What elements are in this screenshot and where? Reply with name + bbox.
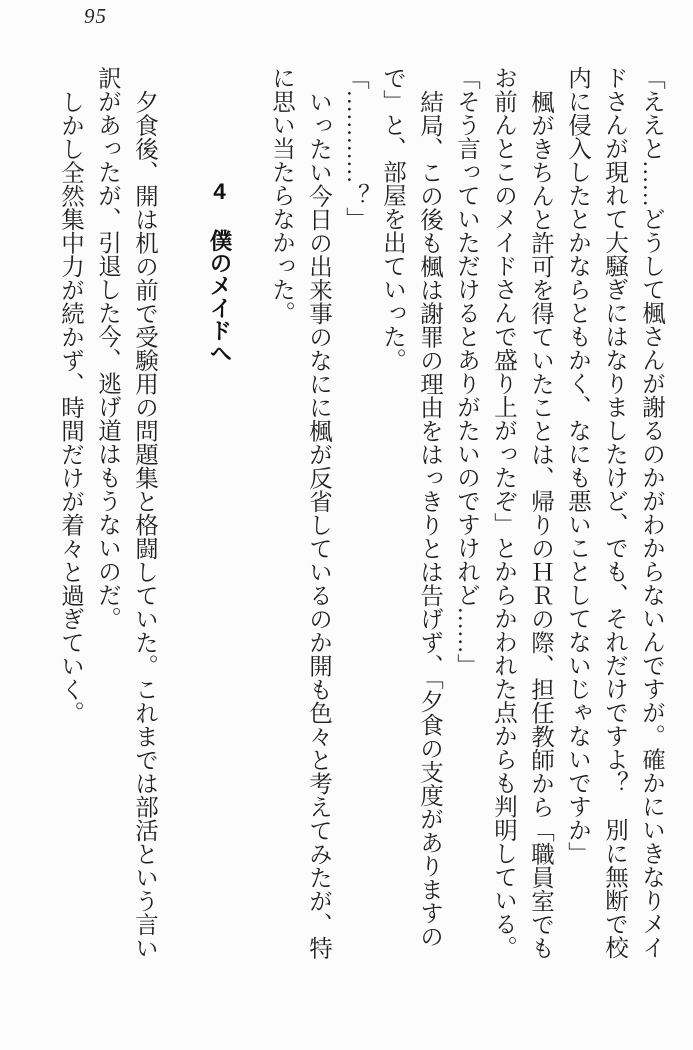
novel-text-block [51, 66, 669, 968]
text-line: 楓がきちんと許可を得ていたことは、帰りのＨＲの際、担任教師から「職員室でも [527, 89, 553, 959]
text-line: 「ええと……どうして楓さんが謝るのかがわからないんですが。確かにいきなりメイ [638, 66, 664, 959]
text-line: 「…………？」 [342, 66, 368, 231]
text-line: 内に侵入したとかならともかく、なにも悪いことしてないじゃないですか」 [564, 66, 590, 865]
text-line: お前んとこのメイドさんで盛り上がったぞ」とからかわれた点からも判明している。 [490, 66, 516, 959]
page-number: 95 [84, 4, 107, 28]
text-line: ドさんが現れて大騒ぎにはなりましたけど、でも、それだけですよ？ 別に無断で校 [601, 66, 627, 959]
text-line: 結局、この後も楓は謝罪の理由をはっきりとは告げず、「夕食の支度がありますの [416, 89, 442, 948]
section-heading: 4 僕のメイドへ [207, 179, 232, 364]
text-line: 「そう言っていただけるとありがたいのですけれど……」 [453, 66, 479, 677]
text-line: で」と、部屋を出ていった。 [379, 66, 405, 372]
text-line: に思い当たらなかった。 [268, 66, 294, 325]
text-line: いったい今日の出来事のなにに楓が反省しているのか開も色々と考えてみたが、特 [305, 89, 331, 959]
text-line: しかし全然集中力が続かず、時間だけが着々と過ぎていく。 [57, 89, 83, 724]
text-line: 訳があったが、引退した今、逃げ道はもうないのだ。 [94, 66, 120, 630]
text-line: 夕食後、開は机の前で受験用の問題集と格闘していた。これまでは部活という言い [131, 89, 157, 959]
